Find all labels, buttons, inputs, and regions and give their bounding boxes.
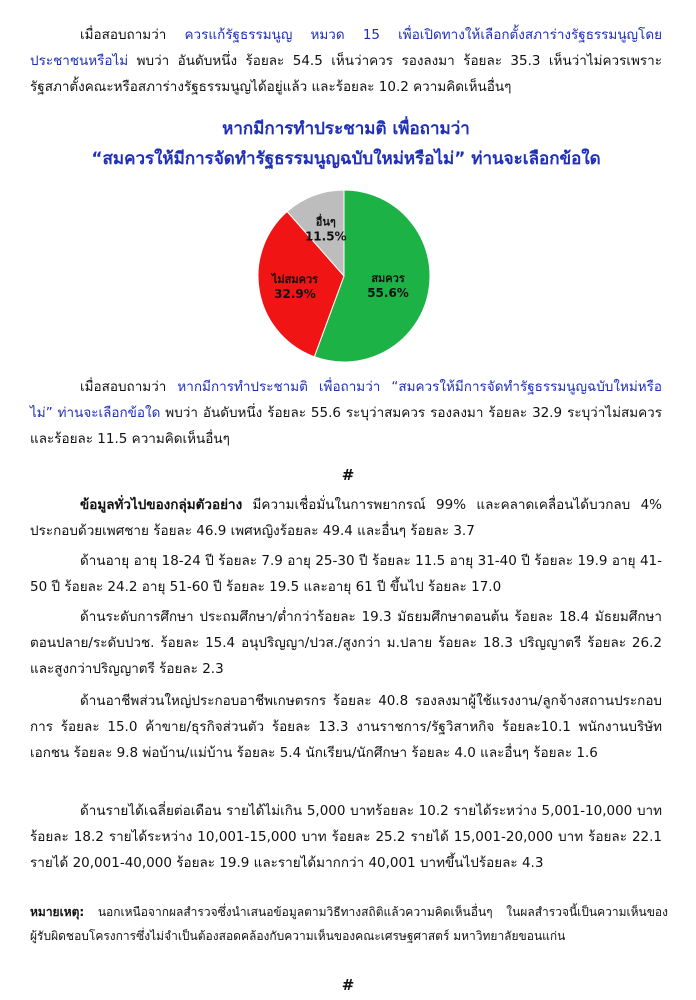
intro-paragraph [30,22,662,100]
section-separator: # [341,466,355,484]
slice-label: สมควร [371,271,405,285]
sample-title: ข้อมูลทั่วไปของกลุ่มตัวอย่าง [80,497,243,513]
sample-age-paragraph: ด้านอายุ อายุ 18-24 ปี ร้อยละ 7.9 อายุ 25-30 ปี ร้อยละ 11.5 อายุ 31-40 ปี ร้อยละ 19.9 อายุ 41-50 ปี ร้อยละ 24.2 อายุ 51-60 ปี ร้อยละ 19.5 และอายุ 61 ปี ขึ้นไป ร้อยละ 17.0 [30,553,662,595]
sample-income-paragraph: ด้านรายได้เฉลี่ยต่อเดือน รายได้ไม่เกิน 5,000 บาทร้อยละ 10.2 รายได้ระหว่าง 5,001-10,000 บาท ร้อยละ 18.2 รายได้ระหว่าง 10,001-15,000 บาท ร้อยละ 25.2 รายได้ 15,001-20,000 บาท ร้อยละ 22.1 รายได้ 20,001-40,000 ร้อยละ 19.9 และรายได้มากกว่า 40,001 บาทขึ้นไปร้อยละ 4.3 [30,803,662,871]
pie-chart [236,186,452,366]
sample-intro-paragraph [30,492,662,544]
intro-result: พบว่า อันดับหนึ่ง ร้อยละ 54.5 เห็นว่าควร รองลงมา ร้อยละ 35.3 เห็นว่าไม่ควรเพราะรัฐสภาตั้งคณะหรือสภาร่างรัฐธรรมนูญได้อยู่แล้ว และร้อยละ 10.2 ความคิดเห็นอื่นๆ [30,53,662,95]
note-text: นอกเหนือจากผลสำรวจซึ่งนำเสนอข้อมูลตามวิธีทางสถิติแล้วความคิดเห็นอื่นๆ ในผลสำรวจนี้เป็นความเห็นของผู้รับผิดชอบโครงการซึ่งไม่จำเป็นต้องสอดคล้องกับความเห็นของคณะเศรษฐศาสตร์ มหาวิทยาลัยขอนแก่น [30,905,668,943]
summary-prefix: เมื่อสอบถามว่า [80,379,178,395]
summary-result: พบว่า อันดับหนึ่ง ร้อยละ 55.6 ระบุว่าสมควร รองลงมา ร้อยละ 32.9 ระบุว่าไม่สมควร และร้อยละ 11.5 ความคิดเห็นอื่นๆ [30,405,662,447]
referendum-heading-line1: หากมีการทำประชามติ เพื่อถามว่า [222,119,470,139]
summary-question: หากมีการทำประชามติ เพื่อถามว่า “สมควรให้มีการจัดทำรัฐธรรมนูญฉบับใหม่หรือไม่” ท่านจะเลือกข้อใด [30,379,662,421]
sample-intro: มีความเชื่อมั่นในการพยากรณ์ 99% และคลาดเคลื่อนได้บวกลบ 4% ประกอบด้วยเพศชาย ร้อยละ 46.9 เพศหญิงร้อยละ 49.4 และอื่นๆ ร้อยละ 3.7 [30,497,662,539]
sample-education-paragraph: ด้านระดับการศึกษา ประถมศึกษา/ต่ำกว่าร้อยละ 19.3 มัธยมศึกษาตอนต้น ร้อยละ 18.4 มัธยมศึกษาตอนปลาย/ระดับปวช. ร้อยละ 15.4 อนุปริญญา/ปวส./สูงกว่า ม.ปลาย ร้อยละ 18.3 ปริญญาตรี ร้อยละ 26.2 และสูงกว่าปริญญาตรี ร้อยละ 2.3 [30,609,662,677]
note-label: หมายเหตุ: [30,905,85,919]
end-separator: # [341,976,355,994]
slice-label: อื่นๆ [315,215,336,229]
slice-value-label: 11.5% [304,229,347,244]
disclaimer-note [30,900,668,948]
slice-value-label: 32.9% [274,287,316,302]
intro-question: ควรแก้รัฐธรรมนูญ หมวด 15 เพื่อเปิดทางให้เลือกตั้งสภาร่างรัฐธรรมนูญโดยประชาชนหรือไม่ [30,27,662,69]
referendum-heading-line2: “สมควรให้มีการจัดทำรัฐธรรมนูญฉบับใหม่หรือไม่” ท่านจะเลือกข้อใด [91,149,601,169]
intro-prefix: เมื่อสอบถามว่า [80,27,185,43]
slice-value-label: 55.6% [367,285,409,300]
sample-occupation-paragraph: ด้านอาชีพส่วนใหญ่ประกอบอาชีพเกษตรกร ร้อยละ 40.8 รองลงมาผู้ใช้แรงงาน/ลูกจ้างสถานประกอบการ ร้อยละ 15.0 ค้าขาย/ธุรกิจส่วนตัว ร้อยละ 13.3 งานราชการ/รัฐวิสาหกิจ ร้อยละ10.1 พนักงานบริษัทเอกชน ร้อยละ 9.8 พ่อบ้าน/แม่บ้าน ร้อยละ 5.4 นักเรียน/นักศึกษา ร้อยละ 4.0 และอื่นๆ ร้อยละ 1.6 [30,693,662,761]
slice-label: ไม่สมควร [271,273,319,287]
summary-paragraph [30,374,662,452]
